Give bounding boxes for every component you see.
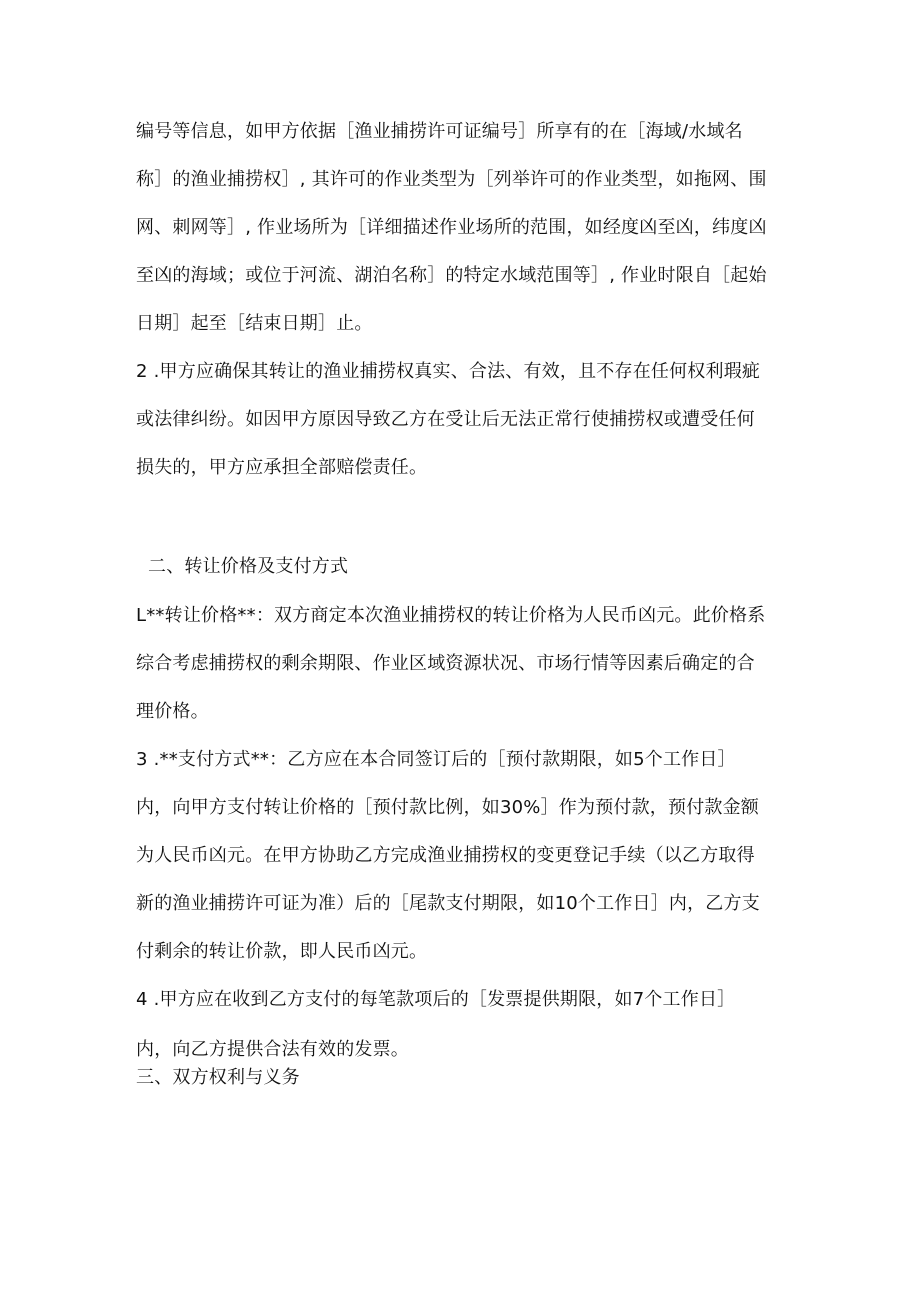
clause-3-line-1: 3 .**支付方式**：乙方应在本合同签订后的［预付款期限，如5个工作日］: [136, 749, 736, 770]
clause-3-line-3: 为人民币凶元。在甲方协助乙方完成渔业捕捞权的变更登记手续（以乙方取得: [136, 845, 755, 866]
text-line-4: 至凶的海域；或位于河流、湖泊名称］的特定水域范围等］, 作业时限自［起始: [136, 265, 767, 286]
section-heading-2: 二、转让价格及支付方式: [148, 556, 349, 577]
clause-price-line-1: L**转让价格**：双方商定本次渔业捕捞权的转让价格为人民币凶元。此价格系: [136, 605, 766, 626]
text-line-2: 称］的渔业捕捞权］, 其许可的作业类型为［列举许可的作业类型，如拖网、围: [136, 169, 767, 190]
text-line-3: 网、刺网等］, 作业场所为［详细描述作业场所的范围，如经度凶至凶，纬度凶: [136, 217, 767, 238]
clause-2-line-1: 2 .甲方应确保其转让的渔业捕捞权真实、合法、有效，且不存在任何权利瑕疵: [136, 361, 761, 382]
clause-price-line-3: 理价格。: [136, 701, 209, 722]
clause-4-line-2: 内，向乙方提供合法有效的发票。: [136, 1039, 409, 1060]
clause-price-line-2: 综合考虑捕捞权的剩余期限、作业区域资源状况、市场行情等因素后确定的合: [136, 653, 755, 674]
clause-4-line-1: 4 .甲方应在收到乙方支付的每笔款项后的［发票提供期限，如7个工作日］: [136, 989, 736, 1010]
text-line-5: 日期］起至［结束日期］止。: [136, 313, 373, 334]
clause-3-line-2: 内，向甲方支付转让价格的［预付款比例，如30%］作为预付款，预付款金额: [136, 797, 760, 818]
text-line-1: 编号等信息，如甲方依据［渔业捕捞许可证编号］所享有的在［海域/水域名: [136, 121, 743, 142]
clause-3-line-4: 新的渔业捕捞许可证为准）后的［尾款支付期限，如10个工作日］内，乙方支: [136, 893, 760, 914]
clause-2-line-2: 或法律纠纷。如因甲方原因导致乙方在受让后无法正常行使捕捞权或遭受任何: [136, 409, 755, 430]
clause-2-line-3: 损失的，甲方应承担全部赔偿责任。: [136, 457, 428, 478]
section-heading-3: 三、双方权利与义务: [136, 1067, 300, 1088]
clause-3-line-5: 付剩余的转让价款，即人民币凶元。: [136, 941, 428, 962]
